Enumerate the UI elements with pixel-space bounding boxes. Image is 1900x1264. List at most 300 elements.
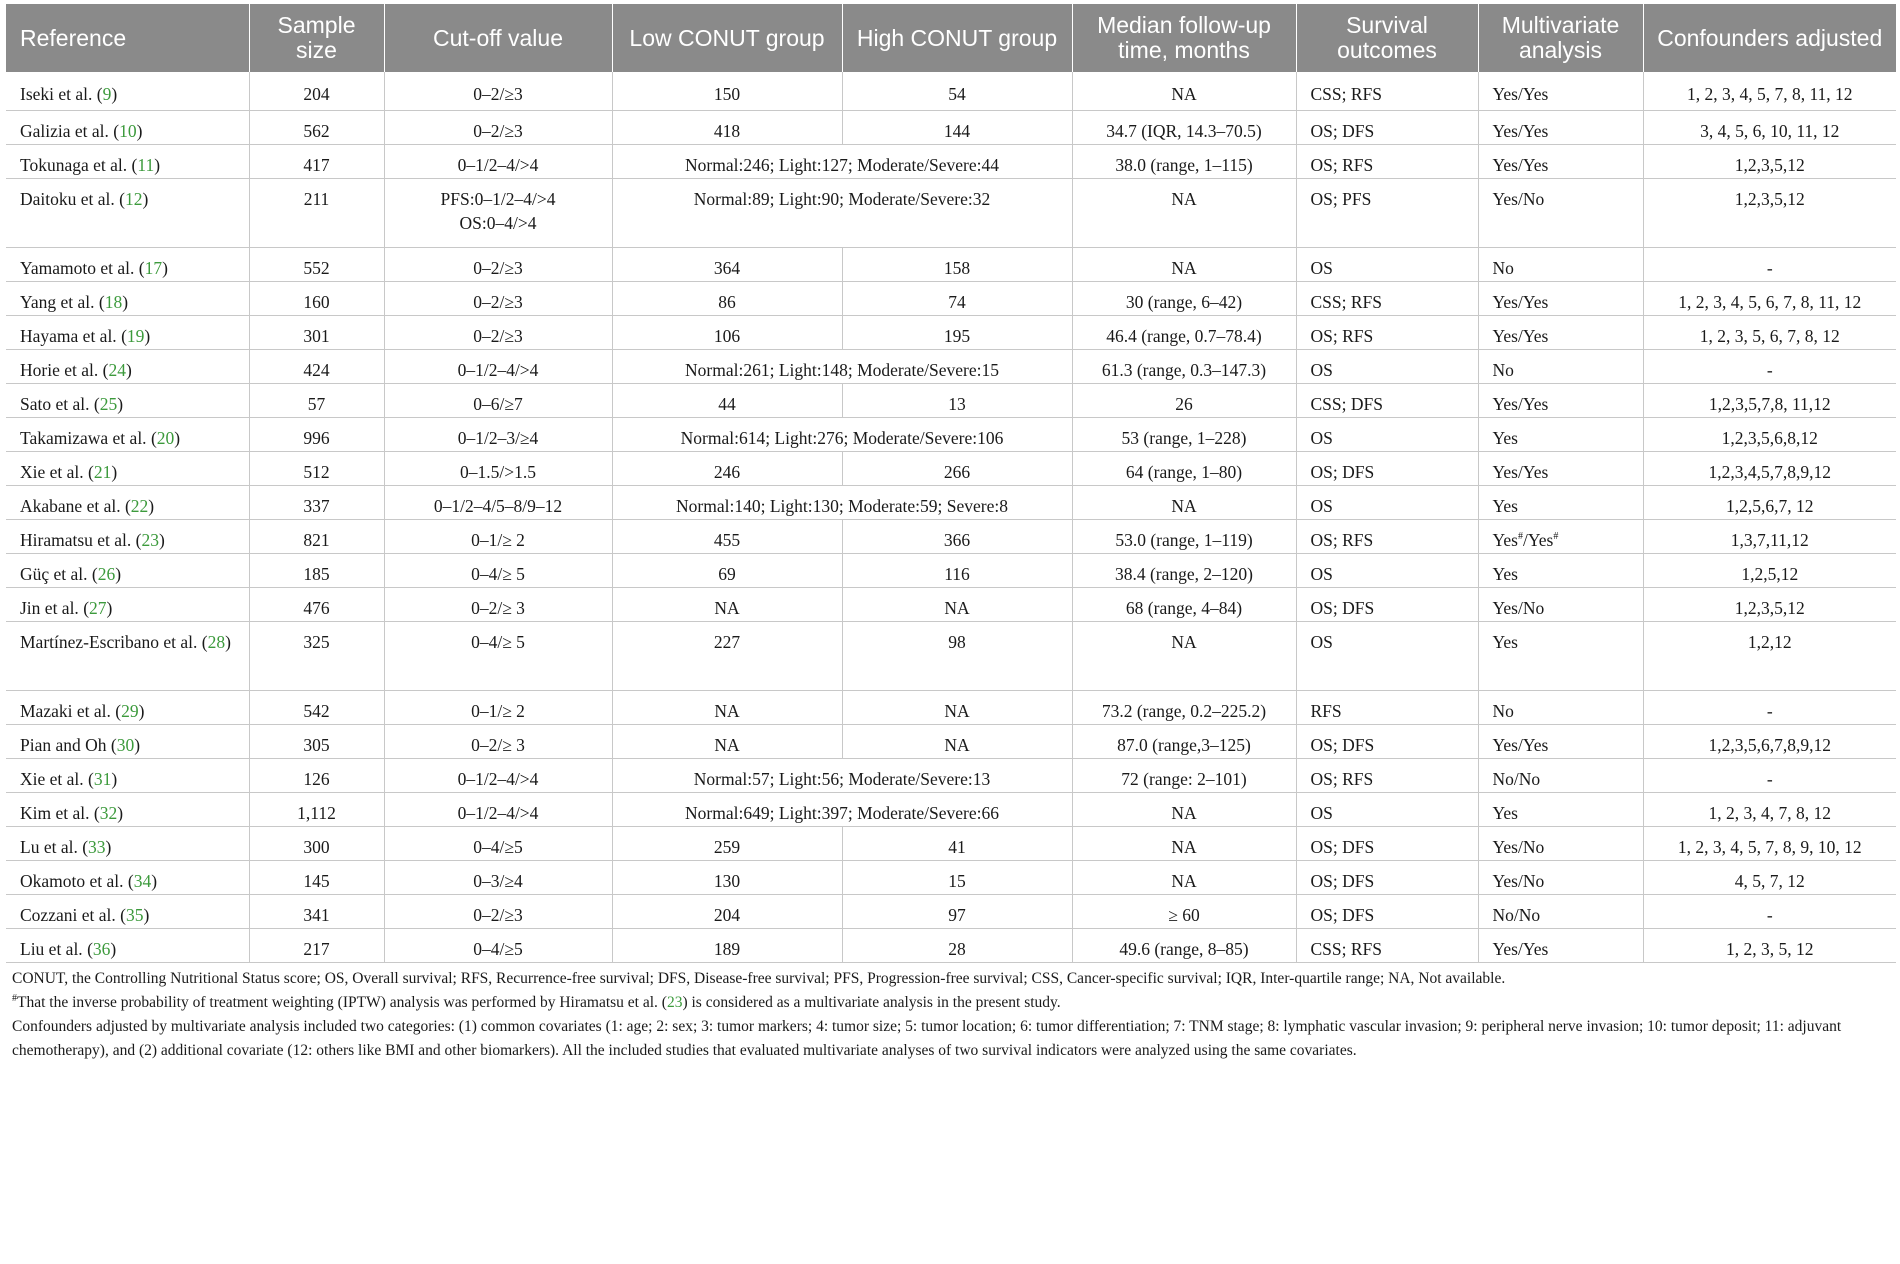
high-conut-count: 98 xyxy=(948,631,966,652)
high-conut-count: 28 xyxy=(948,938,966,959)
citation-link[interactable]: 11 xyxy=(137,154,155,175)
confounders-cell xyxy=(1643,247,1896,281)
followup-time: NA xyxy=(1171,802,1197,823)
table-body xyxy=(6,72,1896,962)
multivariate-cell xyxy=(1478,72,1643,110)
confounders-adjusted: 1, 2, 3, 4, 5, 7, 8, 11, 12 xyxy=(1686,84,1853,104)
table-row xyxy=(6,826,1896,860)
low-conut-cell xyxy=(612,553,842,587)
table-row xyxy=(6,485,1896,519)
reference-cell: Takamizawa et al. (20) xyxy=(6,417,249,451)
conut-group-cell xyxy=(612,349,1072,383)
sample-size-cell xyxy=(249,519,384,553)
low-conut-cell xyxy=(612,110,842,144)
sample-size: 301 xyxy=(303,325,330,346)
outcomes-cell xyxy=(1296,553,1478,587)
author-name: Hiramatsu et al. xyxy=(20,529,132,550)
outcomes-cell xyxy=(1296,144,1478,178)
confounders-cell xyxy=(1643,894,1896,928)
author-name: Güç et al. xyxy=(20,563,88,584)
survival-outcomes: OS; RFS xyxy=(1310,768,1374,789)
confounders-adjusted: 1,3,7,11,12 xyxy=(1730,529,1809,550)
multivariate-analysis: No xyxy=(1492,359,1514,380)
author-name: Yang et al. xyxy=(20,291,95,312)
citation-link[interactable]: 23 xyxy=(141,529,159,550)
low-conut-count: 86 xyxy=(718,291,736,312)
multivariate-analysis: Yes xyxy=(1492,427,1518,448)
followup-time: NA xyxy=(1171,188,1197,209)
outcomes-cell xyxy=(1296,758,1478,792)
cutoff-cell xyxy=(384,587,612,621)
cutoff-value: 0–1/2–4/>4 xyxy=(457,802,539,823)
multivariate-analysis: Yes/No xyxy=(1492,870,1545,891)
reference-cell: Tokunaga et al. (11) xyxy=(6,144,249,178)
table-row xyxy=(6,587,1896,621)
followup-time: NA xyxy=(1171,84,1197,104)
sample-size: 476 xyxy=(303,597,330,618)
high-conut-count: 366 xyxy=(943,529,971,550)
multivariate-cell xyxy=(1478,792,1643,826)
sample-size: 204 xyxy=(303,84,330,104)
high-conut-cell xyxy=(842,281,1072,315)
confounders-adjusted: - xyxy=(1766,700,1773,721)
followup-time: 26 xyxy=(1175,393,1193,414)
confounders-adjusted: 1, 2, 3, 5, 12 xyxy=(1726,938,1814,959)
followup-cell xyxy=(1072,110,1296,144)
followup-cell xyxy=(1072,553,1296,587)
confounders-cell xyxy=(1643,621,1896,690)
cutoff-cell xyxy=(384,247,612,281)
confounders-cell xyxy=(1643,928,1896,962)
followup-time: 38.0 (range, 1–115) xyxy=(1115,154,1253,175)
cutoff-value: 0–1/2–4/>4 xyxy=(457,154,539,175)
table-row xyxy=(6,178,1896,247)
reference-cell: Hayama et al. (19) xyxy=(6,315,249,349)
followup-cell xyxy=(1072,519,1296,553)
sample-size-cell xyxy=(249,860,384,894)
confounders-cell xyxy=(1643,553,1896,587)
citation-link[interactable]: 10 xyxy=(119,120,137,141)
high-conut-cell xyxy=(842,826,1072,860)
confounders-cell xyxy=(1643,724,1896,758)
high-conut-cell xyxy=(842,621,1072,690)
confounders-adjusted: 4, 5, 7, 12 xyxy=(1734,870,1805,891)
followup-time: 72 (range: 2–101) xyxy=(1121,768,1247,789)
outcomes-cell xyxy=(1296,928,1478,962)
low-conut-cell xyxy=(612,451,842,485)
multivariate-cell xyxy=(1478,826,1643,860)
reference-cell: Yamamoto et al. (17) xyxy=(6,247,249,281)
multivariate-cell xyxy=(1478,587,1643,621)
conut-group-cell xyxy=(612,144,1072,178)
reference-cell: Liu et al. (36) xyxy=(6,928,249,962)
low-conut-cell xyxy=(612,383,842,417)
outcomes-cell xyxy=(1296,72,1478,110)
citation-link[interactable]: 30 xyxy=(116,734,135,755)
outcomes-cell xyxy=(1296,894,1478,928)
confounders-adjusted: 1,2,3,5,12 xyxy=(1734,597,1805,618)
multivariate-cell xyxy=(1478,178,1643,247)
citation-link[interactable]: 18 xyxy=(104,291,123,312)
sample-size-cell xyxy=(249,451,384,485)
high-conut-count: 13 xyxy=(948,393,966,414)
multivariate-analysis: Yes/Yes xyxy=(1492,291,1549,312)
sample-size-cell xyxy=(249,928,384,962)
outcomes-cell xyxy=(1296,178,1478,247)
column-header: Sample size xyxy=(249,4,384,72)
followup-time: 87.0 (range,3–125) xyxy=(1117,734,1251,755)
followup-cell xyxy=(1072,894,1296,928)
table-row xyxy=(6,792,1896,826)
author-name: Liu et al. xyxy=(20,938,83,959)
author-name: Yamamoto et al. xyxy=(20,257,135,278)
outcomes-cell xyxy=(1296,110,1478,144)
citation-link[interactable]: 24 xyxy=(108,359,126,380)
followup-cell xyxy=(1072,281,1296,315)
cutoff-cell xyxy=(384,894,612,928)
high-conut-cell xyxy=(842,860,1072,894)
multivariate-cell xyxy=(1478,247,1643,281)
survival-outcomes: OS; DFS xyxy=(1310,836,1375,857)
low-conut-count: 259 xyxy=(713,836,741,857)
followup-time: 30 (range, 6–42) xyxy=(1125,291,1243,312)
multivariate-cell xyxy=(1478,417,1643,451)
multivariate-analysis: Yes xyxy=(1492,563,1518,584)
cutoff-value: 0–4/≥5 xyxy=(473,836,523,857)
followup-time: NA xyxy=(1171,257,1197,278)
confounders-cell xyxy=(1643,860,1896,894)
survival-outcomes: CSS; RFS xyxy=(1310,84,1383,104)
multivariate-analysis: Yes/No xyxy=(1492,188,1545,209)
reference-cell: Sato et al. (25) xyxy=(6,383,249,417)
confounders-adjusted: 1,2,3,5,12 xyxy=(1734,154,1805,175)
confounders-cell xyxy=(1643,826,1896,860)
reference-cell: Cozzani et al. (35) xyxy=(6,894,249,928)
survival-outcomes: RFS xyxy=(1310,700,1342,721)
high-conut-count: 15 xyxy=(948,870,966,891)
confounders-cell xyxy=(1643,485,1896,519)
citation-link[interactable]: 36 xyxy=(92,938,111,959)
multivariate-cell xyxy=(1478,383,1643,417)
confounders-adjusted: 1, 2, 3, 4, 5, 7, 8, 9, 10, 12 xyxy=(1677,836,1862,857)
sample-size: 300 xyxy=(303,836,330,857)
column-header: Multivariate analysis xyxy=(1478,4,1643,72)
low-conut-cell xyxy=(612,247,842,281)
sample-size-cell xyxy=(249,178,384,247)
cutoff-value: 0–1/2–4/5–8/9–12 xyxy=(433,495,563,516)
followup-time: 46.4 (range, 0.7–78.4) xyxy=(1106,325,1262,346)
multivariate-cell xyxy=(1478,690,1643,724)
confounders-adjusted: - xyxy=(1766,359,1773,380)
multivariate-analysis: Yes/Yes xyxy=(1492,461,1549,482)
cutoff-cell xyxy=(384,553,612,587)
cutoff-value: 0–3/≥4 xyxy=(473,870,523,891)
confounders-adjusted: - xyxy=(1766,904,1773,925)
outcomes-cell xyxy=(1296,417,1478,451)
citation-link[interactable]: 21 xyxy=(93,461,112,482)
sample-size-cell xyxy=(249,383,384,417)
cutoff-value: 0–6/≥7 xyxy=(473,393,523,414)
high-conut-count: 97 xyxy=(948,904,966,925)
citation-link[interactable]: 26 xyxy=(97,563,116,584)
cutoff-cell xyxy=(384,110,612,144)
reference-cell: Xie et al. (21) xyxy=(6,451,249,485)
citation-link[interactable]: 23 xyxy=(666,993,683,1011)
citation-link[interactable]: 34 xyxy=(133,870,152,891)
sample-size-cell xyxy=(249,758,384,792)
citation-link[interactable]: 27 xyxy=(89,597,107,618)
cutoff-value: 0–1/2–4/>4 xyxy=(457,359,539,380)
high-conut-count: 144 xyxy=(943,120,971,141)
outcomes-cell xyxy=(1296,383,1478,417)
citation-link[interactable]: 33 xyxy=(88,836,106,857)
cutoff-cell xyxy=(384,349,612,383)
confounders-adjusted: 1, 2, 3, 5, 6, 7, 8, 12 xyxy=(1699,325,1840,346)
low-conut-count: 189 xyxy=(713,938,741,959)
low-conut-count: 364 xyxy=(713,257,741,278)
author-name: Hayama et al. xyxy=(20,325,117,346)
table-row xyxy=(6,281,1896,315)
author-name: Okamoto et al. xyxy=(20,870,124,891)
cutoff-value: 0–2/≥3 xyxy=(473,325,523,346)
outcomes-cell xyxy=(1296,485,1478,519)
footnote-marker: # xyxy=(1553,530,1559,542)
reference-cell: Okamoto et al. (34) xyxy=(6,860,249,894)
high-conut-cell xyxy=(842,928,1072,962)
cutoff-value: 0–2/≥3 xyxy=(473,84,523,104)
survival-outcomes: CSS; DFS xyxy=(1310,393,1383,414)
high-conut-cell xyxy=(842,587,1072,621)
followup-time: 68 (range, 4–84) xyxy=(1125,597,1243,618)
conut-group-cell xyxy=(612,758,1072,792)
multivariate-analysis: Yes xyxy=(1492,802,1518,823)
survival-outcomes: OS; DFS xyxy=(1310,870,1375,891)
followup-time: ≥ 60 xyxy=(1168,904,1200,925)
sample-size: 341 xyxy=(303,904,330,925)
column-header: Survival outcomes xyxy=(1296,4,1478,72)
sample-size: 185 xyxy=(303,563,330,584)
author-name: Akabane et al. xyxy=(20,495,121,516)
sample-size: 126 xyxy=(303,768,330,789)
low-conut-count: 227 xyxy=(713,631,741,652)
sample-size-cell xyxy=(249,894,384,928)
confounders-adjusted: 1,2,3,5,6,7,8,9,12 xyxy=(1708,734,1831,755)
sample-size-cell xyxy=(249,690,384,724)
confounders-adjusted: - xyxy=(1766,257,1773,278)
reference-cell: Lu et al. (33) xyxy=(6,826,249,860)
low-conut-cell xyxy=(612,690,842,724)
cutoff-cell xyxy=(384,417,612,451)
multivariate-cell xyxy=(1478,928,1643,962)
sample-size: 562 xyxy=(303,120,330,141)
sample-size: 211 xyxy=(303,188,330,209)
high-conut-cell xyxy=(842,519,1072,553)
column-header: Cut-off value xyxy=(384,4,612,72)
confounders-cell xyxy=(1643,383,1896,417)
low-conut-cell xyxy=(612,519,842,553)
author-name: Xie et al. xyxy=(20,461,84,482)
cutoff-cell xyxy=(384,178,612,247)
cutoff-value: 0–2/≥ 3 xyxy=(471,597,525,618)
author-name: Sato et al. xyxy=(20,393,90,414)
sample-size-cell xyxy=(249,144,384,178)
table-row xyxy=(6,519,1896,553)
citation-link[interactable]: 28 xyxy=(207,631,226,652)
followup-time: 53 (range, 1–228) xyxy=(1121,427,1247,448)
confounders-adjusted: 1,2,5,6,7, 12 xyxy=(1726,495,1814,516)
cutoff-value: 0–4/≥5 xyxy=(473,938,523,959)
author-name: Tokunaga et al. xyxy=(20,154,128,175)
followup-cell xyxy=(1072,690,1296,724)
author-name: Xie et al. xyxy=(20,768,84,789)
citation-link[interactable]: 22 xyxy=(130,495,149,516)
footnote-marker: # xyxy=(1517,530,1523,542)
citation-link[interactable]: 9 xyxy=(102,84,112,104)
author-name: Mazaki et al. xyxy=(20,700,111,721)
followup-cell xyxy=(1072,621,1296,690)
citation-link[interactable]: 20 xyxy=(156,427,175,448)
sample-size-cell xyxy=(249,110,384,144)
followup-time: NA xyxy=(1171,631,1197,652)
multivariate-analysis: Yes/No xyxy=(1492,836,1545,857)
low-conut-cell xyxy=(612,826,842,860)
high-conut-cell xyxy=(842,110,1072,144)
citation-link[interactable]: 17 xyxy=(144,257,163,278)
followup-cell xyxy=(1072,485,1296,519)
citation-link[interactable]: 32 xyxy=(99,802,118,823)
citation-link[interactable]: 19 xyxy=(126,325,145,346)
cutoff-cell xyxy=(384,792,612,826)
high-conut-cell xyxy=(842,724,1072,758)
citation-link[interactable]: 31 xyxy=(93,768,112,789)
confounders-cell xyxy=(1643,519,1896,553)
sample-size-cell xyxy=(249,621,384,690)
multivariate-analysis: Yes/Yes xyxy=(1492,734,1549,755)
low-conut-cell xyxy=(612,587,842,621)
survival-outcomes: OS xyxy=(1310,427,1333,448)
reference-cell: Kim et al. (32) xyxy=(6,792,249,826)
sample-size-cell xyxy=(249,72,384,110)
survival-outcomes: OS xyxy=(1310,257,1333,278)
column-header: Median follow-up time, months xyxy=(1072,4,1296,72)
high-conut-count: 195 xyxy=(943,325,971,346)
sample-size-cell xyxy=(249,349,384,383)
sample-size: 305 xyxy=(303,734,330,755)
multivariate-analysis: Yes/Yes xyxy=(1492,120,1549,141)
confounders-cell xyxy=(1643,417,1896,451)
multivariate-analysis: Yes/Yes xyxy=(1492,938,1549,959)
outcomes-cell xyxy=(1296,315,1478,349)
outcomes-cell xyxy=(1296,724,1478,758)
survival-outcomes: OS xyxy=(1310,495,1333,516)
multivariate-analysis: No/No xyxy=(1492,768,1541,789)
cutoff-cell xyxy=(384,451,612,485)
followup-cell xyxy=(1072,247,1296,281)
followup-cell xyxy=(1072,349,1296,383)
outcomes-cell xyxy=(1296,281,1478,315)
survival-outcomes: OS; RFS xyxy=(1310,325,1374,346)
multivariate-analysis: No xyxy=(1492,257,1514,278)
table-row xyxy=(6,894,1896,928)
cutoff-value: 0–1/2–3/≥4 xyxy=(457,427,539,448)
high-conut-cell xyxy=(842,894,1072,928)
low-conut-cell xyxy=(612,860,842,894)
outcomes-cell xyxy=(1296,519,1478,553)
multivariate-analysis: Yes xyxy=(1492,631,1518,652)
cutoff-value: 0–2/≥3 xyxy=(473,904,523,925)
cutoff-value: 0–1/≥ 2 xyxy=(471,700,525,721)
low-conut-count: NA xyxy=(714,597,740,618)
confounders-adjusted: - xyxy=(1766,768,1773,789)
sample-size-cell xyxy=(249,826,384,860)
followup-time: 34.7 (IQR, 14.3–70.5) xyxy=(1106,120,1262,141)
sample-size-cell xyxy=(249,315,384,349)
conut-group-cell xyxy=(612,485,1072,519)
citation-link[interactable]: 29 xyxy=(121,700,139,721)
followup-cell xyxy=(1072,178,1296,247)
multivariate-cell xyxy=(1478,110,1643,144)
low-conut-count: 44 xyxy=(718,393,736,414)
multivariate-cell xyxy=(1478,894,1643,928)
cutoff-cell xyxy=(384,383,612,417)
confounders-cell xyxy=(1643,587,1896,621)
citation-link[interactable]: 12 xyxy=(124,188,143,209)
cutoff-value: 0–2/≥3 xyxy=(473,257,523,278)
followup-cell xyxy=(1072,72,1296,110)
outcomes-cell xyxy=(1296,587,1478,621)
cutoff-value: 0–4/≥ 5 xyxy=(471,631,525,652)
low-conut-count: NA xyxy=(714,734,740,755)
conut-group-cell xyxy=(612,178,1072,247)
footnotes xyxy=(6,963,1896,1063)
low-conut-cell xyxy=(612,928,842,962)
citation-link[interactable]: 25 xyxy=(99,393,118,414)
survival-outcomes: OS; DFS xyxy=(1310,461,1375,482)
cutoff-value: PFS:0–1/2–4/>4 xyxy=(440,188,556,209)
followup-time: 64 (range, 1–80) xyxy=(1125,461,1243,482)
table-row xyxy=(6,383,1896,417)
confounders-cell xyxy=(1643,178,1896,247)
cutoff-value-os: OS:0–4/>4 xyxy=(459,212,537,233)
sample-size-cell xyxy=(249,587,384,621)
sample-size-cell xyxy=(249,792,384,826)
citation-link[interactable]: 35 xyxy=(125,904,144,925)
cutoff-value: 0–4/≥ 5 xyxy=(471,563,525,584)
sample-size-cell xyxy=(249,553,384,587)
column-header: Confounders adjusted xyxy=(1643,4,1896,72)
multivariate-analysis: No xyxy=(1492,700,1514,721)
followup-time: NA xyxy=(1171,870,1197,891)
outcomes-cell xyxy=(1296,451,1478,485)
sample-size-cell xyxy=(249,417,384,451)
high-conut-count: NA xyxy=(944,700,970,721)
reference-cell: Martínez-Escribano et al. (28) xyxy=(6,621,249,690)
confounders-cell xyxy=(1643,349,1896,383)
followup-cell xyxy=(1072,860,1296,894)
high-conut-count: NA xyxy=(944,597,970,618)
survival-outcomes: OS; DFS xyxy=(1310,120,1375,141)
high-conut-cell xyxy=(842,315,1072,349)
confounders-adjusted: 1, 2, 3, 4, 7, 8, 12 xyxy=(1708,802,1831,823)
sample-size: 417 xyxy=(303,154,330,175)
table-row xyxy=(6,110,1896,144)
table-row xyxy=(6,690,1896,724)
high-conut-cell xyxy=(842,690,1072,724)
confounders-cell xyxy=(1643,315,1896,349)
multivariate-cell xyxy=(1478,485,1643,519)
high-conut-cell xyxy=(842,553,1072,587)
table-container xyxy=(6,4,1896,1063)
